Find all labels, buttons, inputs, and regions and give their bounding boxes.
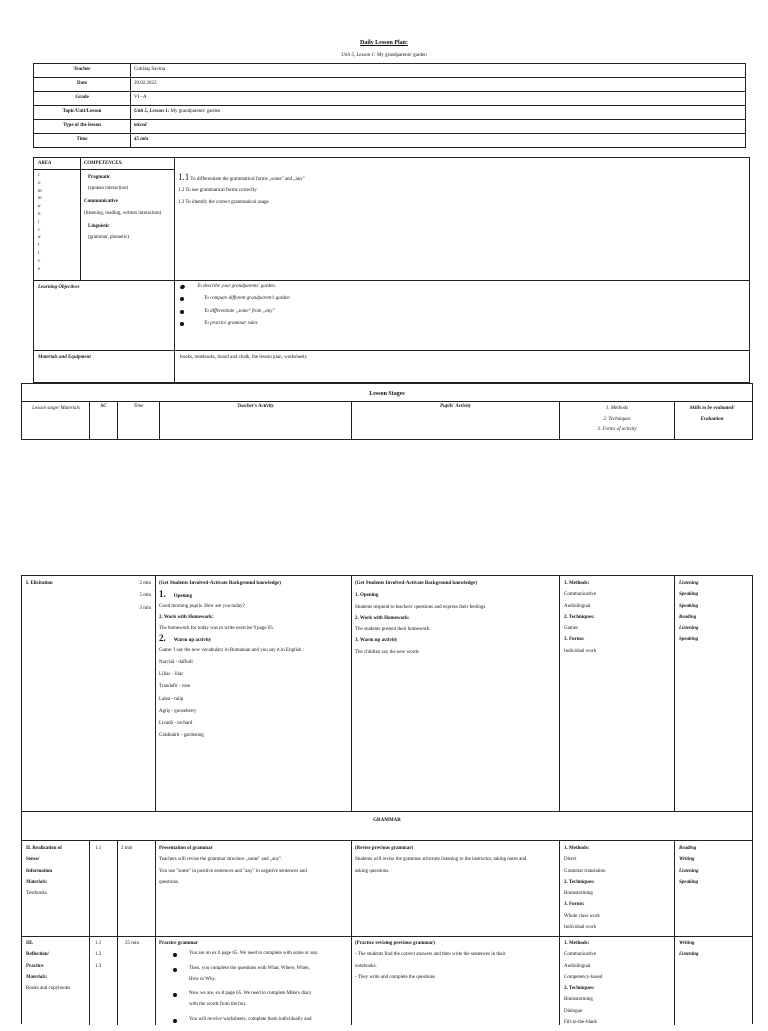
competences-label: COMPETENCES: [84, 161, 123, 166]
bullet-icon [179, 284, 185, 290]
info-label: Time [34, 134, 131, 148]
info-value-text: Cobâlaş Savina [134, 67, 165, 73]
doc-title: Daily Lesson Plan: [359, 40, 408, 46]
info-label: Type of the lesson [34, 120, 131, 134]
doc-subtitle [0, 53, 768, 59]
reflection-pupils [355, 941, 557, 986]
vocab-item: Liliac - lilac [159, 672, 184, 677]
competence-note: (spoken interaction) [88, 186, 129, 192]
vertical-letter: a [38, 235, 41, 241]
elicitation-t-warm-text: Game: I say the new vocabulary in Romanian and you say it in English : [159, 647, 304, 653]
stage-line: III. [26, 941, 34, 946]
info-value-text: 45 min [134, 137, 149, 143]
elicitation-p-warm: 3. Warm up activity [355, 638, 398, 644]
teacher-bullet-text [189, 1017, 312, 1028]
vocab-item: Lalea - tulip [159, 696, 184, 702]
realization-pupils [355, 846, 557, 880]
method-item: Grammar translation [564, 868, 606, 874]
skill-item: Writing [679, 941, 695, 946]
vertical-letter: i [38, 219, 40, 225]
method-item: Individual work [564, 924, 597, 930]
header-skills: Skills to be evaluated/ Evaluation [689, 406, 735, 422]
elicitation-p-homework: 2. Work with Homework: [355, 615, 410, 621]
info-value [131, 106, 746, 120]
vocab-item: Grădinărit - gardening [159, 733, 204, 739]
teacher-bullet [173, 951, 349, 962]
skill-item: Speaking [679, 592, 699, 598]
method-item: 2. Techniques: [564, 614, 595, 620]
subtitle-lesson: My grandparents' garden [375, 53, 427, 58]
competence-name: Communicative [84, 199, 118, 205]
header-stage: Lesson stage/ Materials [32, 406, 80, 411]
elicitation-time: 3 min [139, 605, 151, 611]
method-item: Fill-in-the-blank [564, 1019, 598, 1025]
header-method-line: 1. Methods [605, 406, 629, 411]
method-item: Communicative [564, 592, 596, 598]
stage-line: Practice [26, 963, 44, 969]
info-label: Teacher [34, 64, 131, 78]
competence-note: (grammar, phonetic) [88, 234, 129, 240]
info-row [34, 120, 746, 134]
vertical-letter: v [38, 258, 41, 264]
method-item: Individual work [564, 648, 597, 654]
method-item: 1. Methods: [564, 941, 590, 946]
elicitation-p-opening-text: Students respond to teachers' questions and express their feelings [355, 604, 486, 610]
reflection-pupil-text [355, 952, 557, 981]
header-teacher: Teacher's Activity [237, 404, 274, 409]
realization-sc: 1.1 [95, 846, 102, 851]
teacher-bullet [173, 991, 349, 1014]
teacher-bullet-line: Then, you complete the questions with What, Where, When, [189, 965, 310, 971]
competences-list [84, 175, 172, 243]
method-item: 3. Forms: [564, 637, 585, 643]
subcompetence [178, 200, 738, 206]
elicitation-p-warm-text: The children say the new words [355, 649, 419, 655]
skill-item: Listening [679, 952, 699, 958]
teacher-text-line: Teachers will revise the grammar structure „some'' and „any''. [159, 857, 283, 863]
method-item: Audiolingual [564, 603, 591, 609]
grammar-banner: GRAMMAR [373, 818, 401, 823]
header-methods [560, 404, 674, 436]
elicitation-t-warm: 2. Warm up activity [159, 633, 212, 644]
sc-item: 1.2 [95, 952, 102, 958]
elicitation-p-homework-text: The students present their homework. [355, 627, 431, 632]
pupil-text-line: - The students find the correct answers and then write the sentences in their [355, 952, 506, 958]
info-row [34, 92, 746, 106]
elicitation-stage: I. Elicitation [26, 581, 53, 586]
subcompetence [178, 172, 738, 183]
header-pupils: Pupils' Activity [439, 404, 472, 409]
method-item: Competency-based [564, 974, 603, 980]
method-item: 1. Methods: [564, 581, 590, 586]
vertical-letter: m [38, 196, 42, 202]
objective-item [180, 284, 740, 290]
stage-materials-label: Materials: [26, 974, 48, 980]
stages-table [21, 575, 753, 1024]
info-value-text: VI –A [134, 95, 147, 101]
teacher-text-line: questions. [159, 879, 180, 885]
teacher-bullet-text [189, 991, 312, 1014]
vocab-item: Narcisă - daffodi [159, 659, 193, 665]
realization-pupil-heading: (Revise previous grammar) [355, 846, 414, 851]
bullet-icon [180, 310, 184, 314]
elicitation-pupils [355, 581, 557, 656]
reflection-methods [564, 941, 672, 1031]
pupil-text-line: - They write and complete the questions [355, 974, 436, 980]
reflection-sc [95, 941, 101, 975]
objective-text: To compare different grandparent's garden [204, 296, 290, 302]
vertical-letter: u [38, 204, 41, 210]
elicitation-t-opening: 1. Opening [159, 589, 193, 600]
teacher-bullet-line: You will receive worksheets, complete them individually and [189, 1016, 312, 1022]
info-value-text: My grandparents' garden [169, 109, 221, 115]
subcompetence-num: 1.1 [178, 172, 190, 182]
bullet-icon [173, 1019, 177, 1023]
teacher-text-line: You use "some" in positive sentences and "any" in negative sentences and [159, 868, 307, 874]
subtitle-unit: Unit 5, Lesson 1: [341, 53, 376, 58]
method-item: 1. Methods: [564, 846, 590, 851]
teacher-bullet-text [189, 951, 318, 962]
competence-name: Pragmatic [88, 175, 111, 180]
method-item: Brainstorming [564, 891, 593, 896]
competence-note: (listening, reading, written interaction) [84, 210, 162, 216]
realization-time: 2 min [121, 846, 133, 851]
elicitation-skills [679, 581, 749, 649]
lesson-stages-header [21, 383, 753, 440]
teacher-bullet-text [189, 966, 310, 989]
realization-methods [564, 846, 672, 936]
objective-item [180, 321, 740, 327]
method-item: 2. Techniques: [564, 879, 595, 885]
info-value-text: 20.02.2023 [134, 81, 157, 87]
elicitation-t-opening-text: Good morning pupils. How are you today? [159, 603, 245, 609]
objective-item [180, 309, 740, 315]
competence-name: Linguistic [88, 223, 110, 229]
info-row [34, 78, 746, 92]
elicitation-teacher-heading: (Get Students Involved-Activate Background knowledge) [159, 581, 281, 586]
vertical-letter: m [38, 188, 42, 194]
method-item: Audiolingual [564, 963, 591, 969]
stage-materials: Books and copybooks [26, 986, 71, 991]
elicitation-times [117, 581, 151, 618]
materials-value: books, notebooks, board and chalk, the lesson plan, worksheets [180, 355, 307, 360]
objectives-list [180, 284, 740, 333]
method-item: 2. Techniques: [564, 986, 595, 991]
skill-item: Listening [679, 581, 699, 586]
stage-materials: Textbooks [26, 891, 47, 896]
method-item: Communicative [564, 952, 596, 958]
elicitation-teacher [159, 581, 349, 740]
subcompetence-text: To differentiate the grammatical forms „some'' and „any'' [189, 177, 305, 182]
reflection-stage [26, 941, 88, 992]
vertical-letter: n [38, 211, 41, 217]
skill-item: Listening [679, 868, 699, 874]
sc-item: 1.3 [95, 963, 102, 969]
subcompetences-list [178, 172, 738, 211]
info-row [34, 134, 746, 148]
objective-text: To describe your grandparents' garden. [197, 284, 276, 289]
materials-label: Materials and Equipment [38, 355, 91, 360]
teacher-bullet [173, 966, 349, 989]
elicitation-time: 2 min [139, 581, 151, 586]
vertical-letter: e [38, 266, 41, 272]
vertical-letter: i [38, 250, 40, 256]
info-table [33, 63, 746, 148]
skill-item: Speaking [679, 603, 699, 609]
skill-item: Speaking [679, 879, 699, 885]
stage-line: Information [26, 868, 53, 874]
pupil-text-line: Students will revise the grammar structure listening to the instructor, taking notes and [355, 857, 527, 863]
reflection-skills [679, 941, 749, 964]
reflection-teacher [159, 941, 349, 1031]
realization-teacher-text [159, 857, 349, 886]
skill-item: Reading [679, 846, 697, 851]
vertical-letter: o [38, 180, 41, 186]
subcompetence-num: 1.3 [178, 199, 185, 205]
pupil-text-line: notebooks. [355, 963, 377, 969]
reflection-teacher-bullets [159, 951, 349, 1028]
method-item: Dialogue [564, 1008, 583, 1014]
vocab-item: Livadă - orchard [159, 721, 193, 726]
elicitation-t-homework-text: The homework for today was to write exercise 9 page 65. [159, 626, 275, 631]
skill-item: Reading [679, 614, 697, 620]
realization-pupil-text [355, 857, 557, 875]
teacher-bullet-line: Now we are, ex.8 page 65. We need to complete Mike's diary [189, 991, 312, 996]
realization-skills [679, 846, 749, 891]
objective-text: To practice grammar rules [204, 320, 258, 326]
method-item: Games [564, 626, 578, 631]
method-item: 3. Forms: [564, 902, 585, 908]
stage-line: II. Realization of [26, 846, 62, 851]
objectives-label: Learning Objectives [38, 285, 80, 290]
header-sc: SC [100, 404, 107, 409]
subcompetence-text: To identify the correct grammatical usage [184, 199, 269, 205]
info-value [131, 120, 746, 134]
objective-item [180, 296, 740, 302]
bullet-icon [180, 322, 184, 326]
header-method-line: 2. Techniques [603, 416, 631, 422]
vocab-item: Trandafir - rose [159, 684, 191, 690]
info-value-italic: Unit 5, Lesson 1: [134, 109, 170, 115]
bullet-icon [173, 953, 177, 957]
info-value [131, 64, 746, 78]
header-method-line: 3. Forms of activity [597, 427, 637, 432]
reflection-teacher-heading: Practice grammar [159, 941, 199, 946]
pupil-text-line: asking questions. [355, 868, 390, 874]
info-value [131, 134, 746, 148]
info-label: Date [34, 78, 131, 92]
bullet-icon [173, 968, 177, 972]
vertical-letter: c [38, 173, 41, 178]
skill-item: Writing [679, 857, 695, 863]
area-label: AREA [38, 161, 52, 166]
vertical-letter: t [38, 243, 40, 249]
bullet-icon [173, 993, 177, 997]
teacher-bullet-line: You are on ex.6 page 65. We need to complete with some or any. [189, 951, 319, 957]
elicitation-t-homework: 2. Work with Homework: [159, 614, 214, 620]
lesson-stages-title: Lesson Stages [369, 391, 405, 397]
realization-stage [26, 846, 88, 897]
elicitation-p-heading: (Get Students Involved-Activate Background knowledge) [355, 581, 477, 586]
elicitation-time: 5 min [139, 593, 151, 599]
header-time: Time [133, 404, 144, 409]
realization-teacher-heading: Presentation of grammar [159, 846, 213, 851]
reflection-time: 25 min [125, 941, 140, 946]
info-label: Grade [34, 92, 131, 106]
teacher-bullet [173, 1017, 349, 1028]
subcompetence [178, 188, 738, 194]
subcompetence-text: To use grammatical forms correctly [184, 188, 257, 194]
reflection-pupil-heading: (Practice revising previous grammar) [355, 941, 435, 946]
method-item: Direct [564, 857, 577, 863]
method-item: Brainstorming [564, 997, 593, 1003]
subcompetence-num: 1.2 [178, 188, 185, 194]
stage-line: Reflection/ [26, 952, 50, 958]
vertical-word [38, 172, 46, 273]
objective-text: To differentiate „some'' from „any'' [204, 308, 275, 314]
sc-item: 1.1 [95, 941, 102, 946]
bullet-icon [180, 297, 184, 301]
elicitation-p-opening: 1. Opening [355, 593, 379, 599]
realization-teacher [159, 846, 349, 891]
competences-block [33, 157, 750, 383]
info-value [131, 92, 746, 106]
skill-item: Speaking [679, 637, 699, 643]
teacher-bullet-line: with the words from the box. [189, 1002, 248, 1008]
info-label: Topic/Unit/Lesson [34, 106, 131, 120]
info-row [34, 106, 746, 120]
skill-item: Listening [679, 626, 699, 631]
info-row [34, 64, 746, 78]
method-item: Whole class work [564, 913, 600, 919]
vertical-letter: c [38, 227, 41, 233]
info-value [131, 78, 746, 92]
vocab-item: Agriş - gooseberry [159, 708, 197, 714]
elicitation-methods [564, 581, 672, 660]
info-value-text: mixed [134, 123, 147, 129]
stage-materials-label: Materials: [26, 879, 48, 885]
teacher-bullet-line: How or Why. [189, 976, 216, 982]
stage-line: Sense/ [26, 857, 40, 863]
vocab-list [159, 660, 349, 740]
